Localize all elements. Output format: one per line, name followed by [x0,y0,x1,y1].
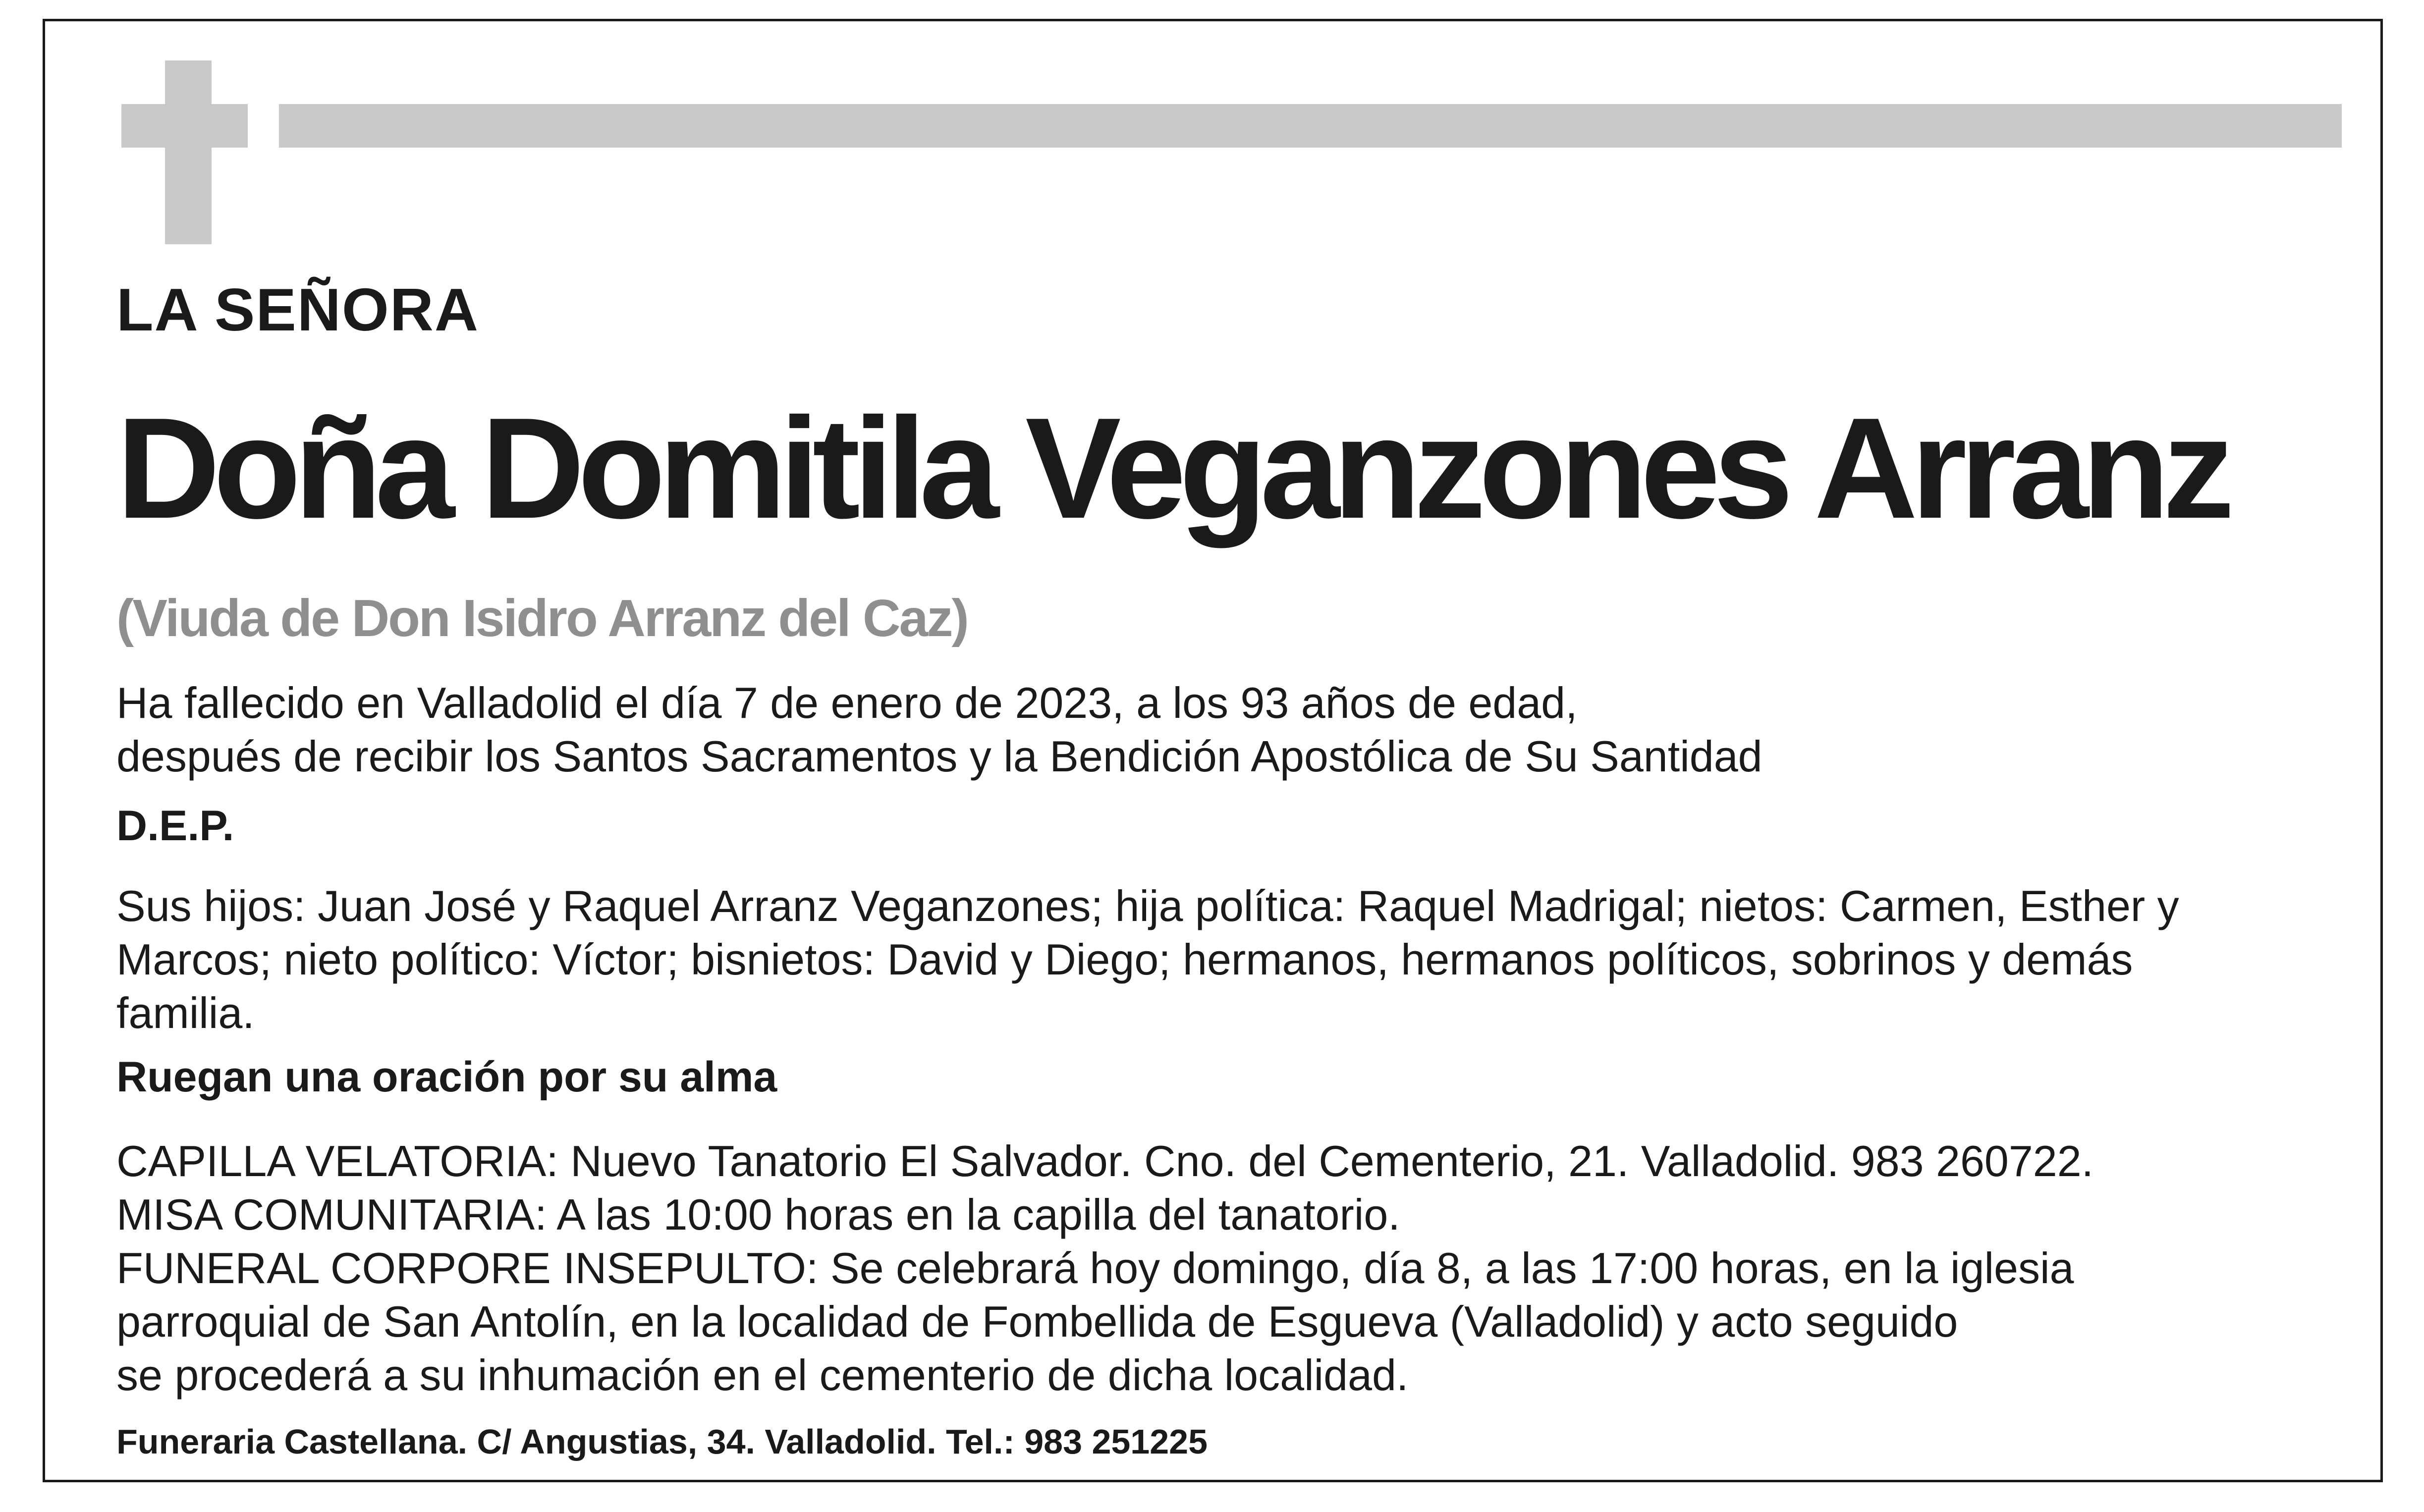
honorific: LA SEÑORA [116,276,479,343]
announcement-line: Ha fallecido en Valladolid el día 7 de enero de 2023, a los 93 años de edad, [116,678,1578,727]
header-bar [279,104,2342,148]
services-line: se procederá a su inhumación en el cementerio de dicha localidad. [116,1350,1409,1400]
family-paragraph [116,879,2179,1040]
family-line: familia. [116,988,255,1037]
services-line: CAPILLA VELATORIA: Nuevo Tanatorio El Salvador. Cno. del Cementerio, 21. Valladolid. 983 260722. [116,1136,2094,1186]
services-paragraph [116,1134,2093,1402]
services-line: parroquial de San Antolín, en la localidad de Fombellida de Esgueva (Valladolid) y acto seguido [116,1297,1958,1346]
family-line: Marcos; nieto político: Víctor; bisnietos: David y Diego; hermanos, hermanos políticos, sobrinos y demás [116,935,2133,984]
announcement-line: después de recibir los Santos Sacramentos y la Bendición Apostólica de Su Santidad [116,732,1763,781]
cross-icon-horizontal [121,104,248,148]
death-announcement [116,676,1763,783]
cross-icon-vertical [165,60,212,244]
funeral-home-footer: Funeraria Castellana. C/ Angustias, 34. Valladolid. Tel.: 983 251225 [116,1422,1208,1461]
family-line: Sus hijos: Juan José y Raquel Arranz Veganzones; hija política: Raquel Madrigal; nietos: Carmen, Esther y [116,881,2179,930]
prayer-request: Ruegan una oración por su alma [116,1053,777,1101]
deceased-name: Doña Domitila Veganzones Arranz [116,388,2228,548]
dep-label: D.E.P. [116,802,234,850]
services-line: MISA COMUNITARIA: A las 10:00 horas en la capilla del tanatorio. [116,1190,1400,1239]
services-line: FUNERAL CORPORE INSEPULTO: Se celebrará hoy domingo, día 8, a las 17:00 horas, en la iglesia [116,1243,2074,1293]
widow-note: (Viuda de Don Isidro Arranz del Caz) [116,589,968,648]
